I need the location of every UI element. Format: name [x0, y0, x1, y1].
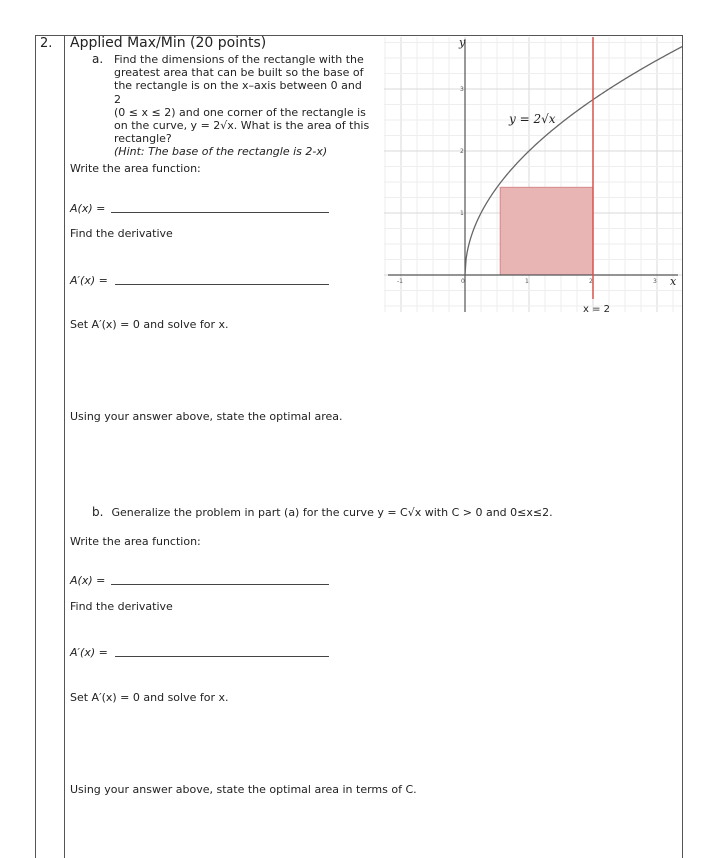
x-tick-label: 0 [461, 278, 465, 285]
y-axis-label: y [459, 37, 466, 49]
vline-label: x = 2 [583, 304, 611, 315]
part-b-letter: b. [92, 505, 104, 519]
x-tick-label: -1 [397, 278, 403, 285]
derivative-label: A′(x) = [70, 274, 108, 287]
prompt-line: rectangle? [114, 132, 172, 146]
x-axis-label: x [670, 275, 677, 288]
y-tick-label: 3 [460, 86, 464, 93]
prompt-line: Find the dimensions of the rectangle with the [114, 53, 364, 66]
area-function-answer-line-b[interactable] [111, 584, 329, 585]
write-area-label: Write the area function: [70, 162, 201, 175]
table-right-border [682, 35, 683, 858]
question-title: Applied Max/Min (20 points) [70, 35, 267, 51]
area-function-label: A(x) = [70, 202, 106, 215]
prompt-line: (0 ≤ x ≤ 2) and one corner of the rectangle is [114, 105, 366, 119]
prompt-line: greatest area that can be built so the base of [114, 66, 364, 80]
optimal-area-label-b: Using your answer above, state the optimal area in terms of C. [70, 783, 417, 796]
x-tick-label: 1 [525, 278, 529, 285]
part-b-text: Generalize the problem in part (a) for the curve y = C√x with C > 0 and 0≤x≤2. [111, 506, 553, 519]
derivative-answer-line[interactable] [115, 284, 329, 285]
find-derivative-label-b: Find the derivative [70, 600, 173, 613]
table-left-border [35, 35, 36, 858]
set-solve-label-b: Set A′(x) = 0 and solve for x. [70, 691, 229, 704]
area-function-label-b: A(x) = [70, 574, 106, 587]
y-tick-label: 2 [460, 148, 464, 155]
x-tick-label: 2 [589, 278, 593, 285]
part-b-prompt [92, 505, 553, 519]
table-column-divider [64, 35, 65, 858]
part-a-letter: a. [92, 52, 104, 66]
optimal-area-label: Using your answer above, state the optimal area. [70, 410, 343, 423]
curve-label: y = 2√x [509, 112, 556, 126]
question-number: 2. [40, 36, 53, 51]
set-solve-label: Set A′(x) = 0 and solve for x. [70, 318, 229, 331]
write-area-label-b: Write the area function: [70, 535, 201, 548]
find-derivative-label: Find the derivative [70, 227, 173, 240]
part-a-prompt [92, 53, 372, 159]
x-tick-label: 3 [653, 278, 657, 285]
derivative-answer-line-b[interactable] [115, 656, 329, 657]
graph [384, 37, 682, 317]
inscribed-rectangle [500, 187, 593, 275]
y-tick-label: 1 [460, 210, 464, 217]
hint-text: (Hint: The base of the rectangle is 2-x) [114, 145, 328, 159]
prompt-line: on the curve, y = 2√x. What is the area of this [114, 119, 370, 133]
derivative-label-b: A′(x) = [70, 646, 108, 659]
prompt-line: the rectangle is on the x–axis between 0 and 2 [114, 79, 362, 106]
area-function-answer-line[interactable] [111, 212, 329, 213]
